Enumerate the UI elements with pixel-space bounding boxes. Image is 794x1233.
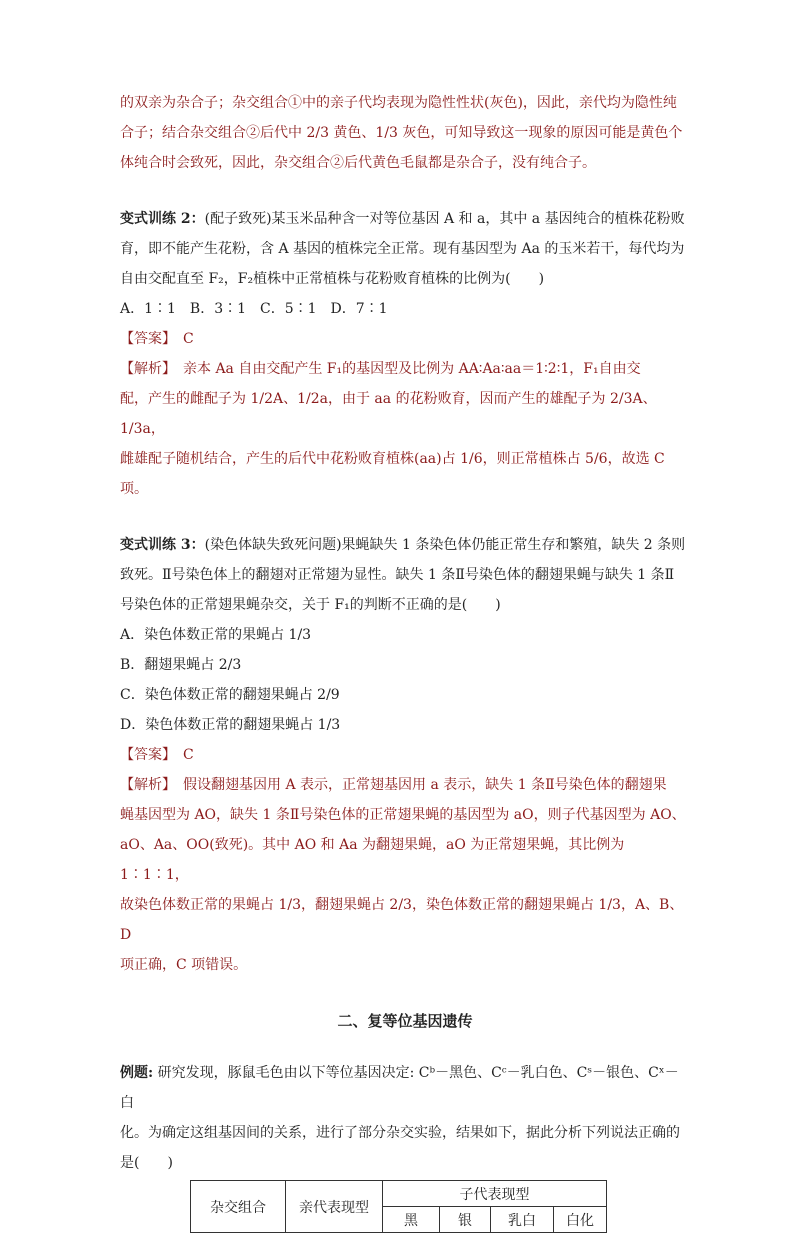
example-label: 例题: (120, 1065, 154, 1081)
analysis-text: aO、Aa、OO(致死)。其中 AO 和 Aa 为翻翅果蝇，aO 为正常翅果蝇，其比例为 1∶1∶1， (120, 837, 625, 883)
header-cream: 乳白 (491, 1207, 554, 1233)
question-options: A．1∶1 B．3∶1 C．5∶1 D．7∶1 (120, 301, 388, 317)
question-3 (120, 530, 690, 980)
header-silver: 银 (440, 1207, 491, 1233)
header-parent-phenotype: 亲代表现型 (286, 1181, 383, 1233)
example-text: 研究发现，豚鼠毛色由以下等位基因决定: Cᵇ－黑色、Cᶜ－乳白色、Cˢ－银色、Cˣ－白 (120, 1065, 679, 1111)
header-offspring-phenotype: 子代表现型 (383, 1181, 607, 1207)
example-question (120, 1058, 690, 1178)
answer-label: 【答案】 (120, 331, 169, 347)
analysis-text: 雌雄配子随机结合，产生的后代中花粉败育植株(aa)占 1/6，则正常植株占 5/6，故选 C 项。 (120, 451, 665, 497)
analysis-text: 亲本 Aa 自由交配产生 F₁的基因型及比例为 AA∶Aa∶aa＝1∶2∶1，F₁自由交 (183, 361, 641, 377)
analysis-text: 配，产生的雌配子为 1/2A、1/2a，由于 aa 的花粉败育，因而产生的雄配子为 2/3A、1/3a， (120, 391, 657, 437)
analysis-label: 【解析】 (120, 777, 169, 793)
analysis-text: 蝇基因型为 AO，缺失 1 条Ⅱ号染色体的正常翅果蝇的基因型为 aO，则子代基因型为 AO、 (120, 807, 686, 823)
answer-value: C (183, 747, 194, 763)
cross-results-table (190, 1180, 607, 1233)
intro-line: 的双亲为杂合子；杂交组合①中的亲子代均表现为隐性性状(灰色)，因此，亲代均为隐性纯 (120, 95, 677, 111)
example-text: 是( ) (120, 1155, 173, 1171)
header-black: 黑 (383, 1207, 440, 1233)
document-page (120, 88, 690, 1233)
question-label: 变式训练 3： (120, 537, 205, 553)
question-text: (染色体缺失致死问题)果蝇缺失 1 条染色体仍能正常生存和繁殖，缺失 2 条则 (204, 537, 686, 553)
question-text: (配子致死)某玉米品种含一对等位基因 A 和 a，其中 a 基因纯合的植株花粉败 (204, 211, 685, 227)
question-label: 变式训练 2： (120, 211, 205, 227)
intro-paragraph (120, 88, 690, 178)
example-text: 化。为确定这组基因间的关系，进行了部分杂交实验，结果如下，据此分析下列说法正确的 (120, 1125, 680, 1141)
analysis-label: 【解析】 (120, 361, 169, 377)
analysis-text: 假设翻翅基因用 A 表示，正常翅基因用 a 表示，缺失 1 条Ⅱ号染色体的翻翅果 (183, 777, 667, 793)
question-2 (120, 204, 690, 504)
question-text: 育，即不能产生花粉，含 A 基因的植株完全正常。现有基因型为 Aa 的玉米若干，每代均为 (120, 241, 685, 257)
question-text: 自由交配直至 F₂，F₂植株中正常植株与花粉败育植株的比例为( ) (120, 271, 545, 287)
intro-line: 体纯合时会致死，因此，杂交组合②后代黄色毛鼠都是杂合子，没有纯合子。 (120, 155, 596, 171)
option-c: C．染色体数正常的翻翅果蝇占 2/9 (120, 687, 340, 703)
option-b: B．翻翅果蝇占 2/3 (120, 657, 242, 673)
question-text: 号染色体的正常翅果蝇杂交，关于 F₁的判断不正确的是( ) (120, 597, 501, 613)
question-text: 致死。Ⅱ号染色体上的翻翅对正常翅为显性。缺失 1 条Ⅱ号染色体的翻翅果蝇与缺失 1 条Ⅱ (120, 567, 675, 583)
analysis-text: 故染色体数正常的果蝇占 1/3，翻翅果蝇占 2/3，染色体数正常的翻翅果蝇占 1/3，A、B、D (120, 897, 684, 943)
header-albino: 白化 (554, 1207, 607, 1233)
header-cross-group: 杂交组合 (191, 1181, 286, 1233)
option-d: D．染色体数正常的翻翅果蝇占 1/3 (120, 717, 341, 733)
section-title: 二、复等位基因遗传 (337, 1012, 473, 1030)
analysis-text: 项正确，C 项错误。 (120, 957, 248, 973)
option-a: A．染色体数正常的果蝇占 1/3 (120, 627, 312, 643)
answer-label: 【答案】 (120, 747, 169, 763)
intro-line: 合子；结合杂交组合②后代中 2/3 黄色、1/3 灰色，可知导致这一现象的原因可能是黄色个 (120, 125, 683, 141)
answer-value: C (183, 331, 194, 347)
